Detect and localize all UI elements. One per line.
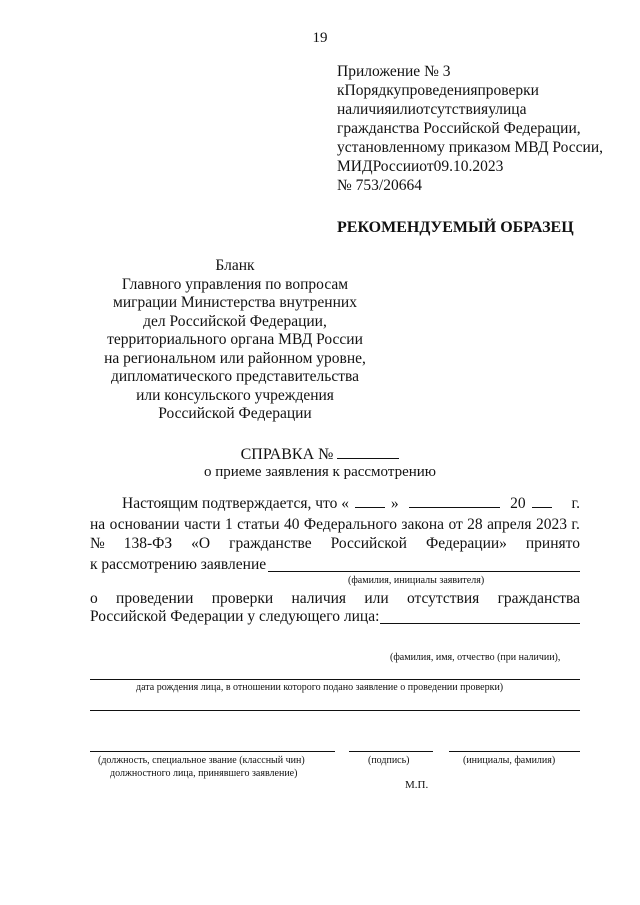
letterhead-line: Российской Федерации: [158, 405, 312, 422]
month-field[interactable]: [409, 506, 501, 508]
appendix-line: МИДРоссииот09.10.2023: [337, 158, 504, 175]
year-field[interactable]: [532, 506, 552, 508]
letterhead-line: Главного управления по вопросам: [121, 275, 349, 293]
confirm-text: Настоящим подтверждается, что «: [122, 495, 349, 512]
appendix-line: № 753/20664: [337, 177, 422, 194]
caption-position-2: должностного лица, принявшего заявление): [110, 768, 298, 779]
quote-close: »: [390, 495, 399, 512]
caption-person: (фамилия, имя, отчество (при наличии),: [390, 652, 561, 663]
birth-info-field[interactable]: [90, 679, 580, 680]
page-number: 19: [312, 30, 328, 46]
caption-birth: дата рождения лица, в отношении которого подано заявление о проведении проверки): [136, 682, 504, 693]
date-line: [122, 495, 580, 513]
appendix-line: наличияилиотсутствияулица: [337, 101, 527, 118]
caption-applicant: (фамилия, инициалы заявителя): [348, 575, 485, 586]
letterhead-line: на региональном или районном уровне,: [104, 349, 366, 367]
initials-field[interactable]: [449, 751, 580, 752]
letterhead-line: территориального органа МВД России: [107, 331, 363, 348]
caption-initials: (инициалы, фамилия): [463, 755, 556, 766]
caption-signature: (подпись): [368, 755, 410, 766]
appendix-line: гражданства Российской Федерации,: [337, 120, 581, 137]
application-line-label: к рассмотрению заявление: [90, 556, 267, 573]
caption-position-1: (должность, специальное звание (классный чин): [98, 755, 305, 766]
verification-text: [90, 589, 580, 608]
day-field[interactable]: [355, 506, 385, 508]
letterhead-line: или консульского учреждения: [136, 386, 334, 404]
recommended-sample-heading: РЕКОМЕНДУЕМЫЙ ОБРАЗЕЦ: [337, 219, 574, 236]
letterhead-line: Бланк: [215, 257, 255, 274]
legal-line-2: № 138-ФЗ «О гражданстве Российской Федерации» принято: [90, 535, 580, 552]
certificate-number-field[interactable]: [337, 457, 399, 459]
letterhead-line: миграции Министерства внутренних: [113, 294, 357, 311]
applicant-name-field[interactable]: [268, 571, 580, 572]
year-suffix: г.: [571, 495, 580, 512]
certificate-title: СПРАВКА №: [0, 446, 640, 464]
signature-field[interactable]: [349, 751, 433, 752]
person-name-field[interactable]: [380, 623, 580, 624]
letterhead-block: [80, 257, 390, 424]
letterhead-line: дел Российской Федерации,: [143, 312, 327, 330]
appendix-block: [337, 62, 603, 195]
certificate-subtitle: о приеме заявления к рассмотрению: [203, 464, 437, 480]
letterhead-line: дипломатического представительства: [111, 368, 359, 385]
person-line-label: Российской Федерации у следующего лица:: [90, 608, 380, 625]
verification-line: о проведении проверки наличия или отсутствия гражданства: [90, 590, 580, 607]
appendix-title: Приложение № 3: [337, 63, 451, 80]
position-field[interactable]: [90, 751, 335, 752]
seal-mark: М.П.: [405, 779, 429, 791]
legal-line-1: на основании части 1 статьи 40 Федерального закона от 28 апреля 2023 г.: [90, 516, 580, 533]
year-prefix: 20: [510, 495, 526, 512]
extra-info-field[interactable]: [90, 710, 580, 711]
legal-basis: [90, 515, 580, 553]
appendix-line: кПорядкупроведенияпроверки: [337, 82, 539, 99]
appendix-line: установленному приказом МВД России,: [337, 139, 603, 156]
